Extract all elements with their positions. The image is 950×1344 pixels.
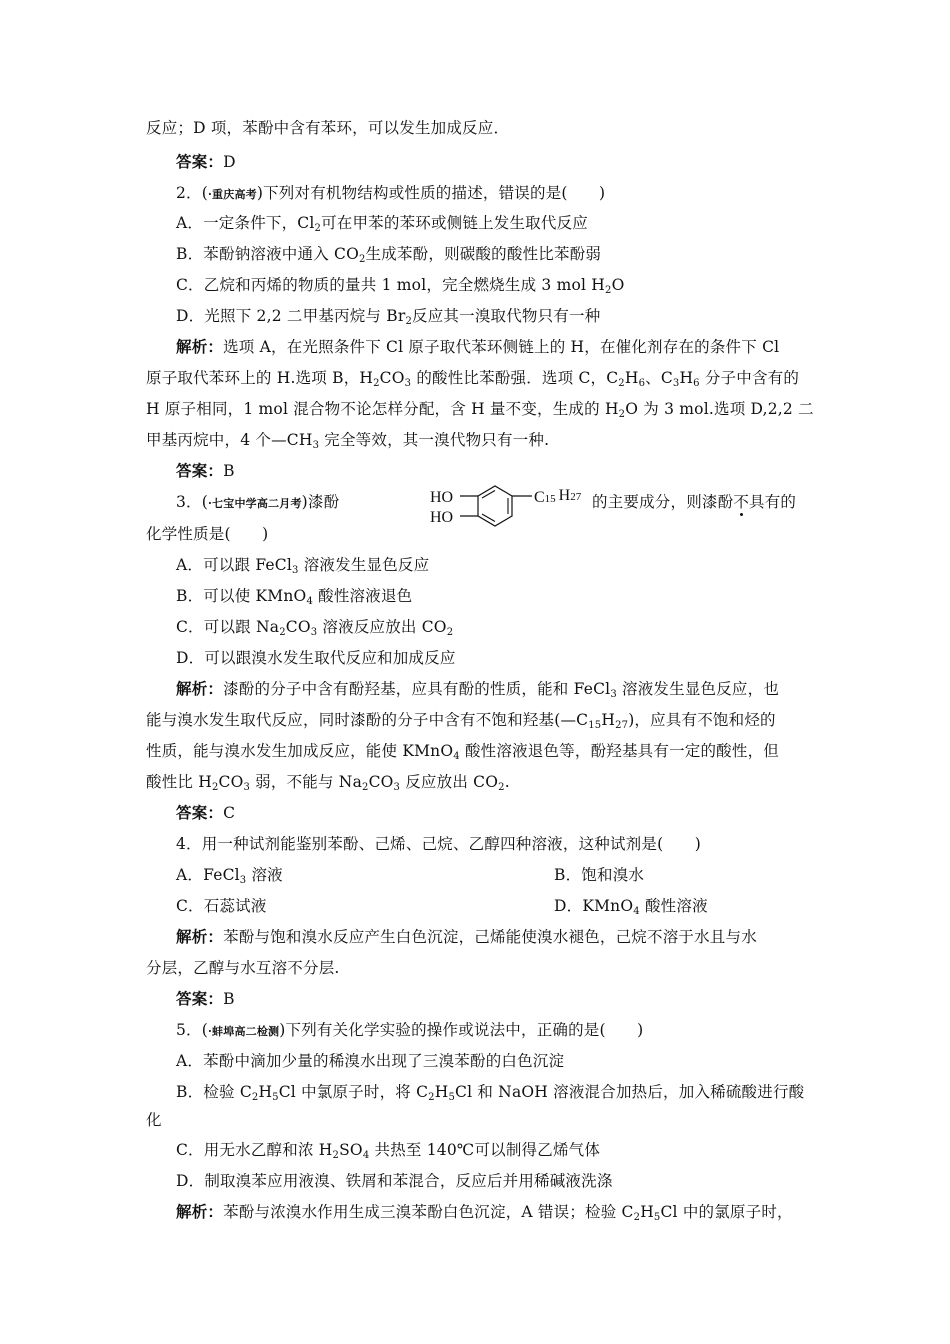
explanation-line: 原子取代苯环上的 H.选项 B，$H_2CO_3$ 的酸性比苯酚强．选项 C，$C_2H_6$、$C_3H_6$ 分子中含有的 <box>146 369 800 389</box>
question-2-stem <box>176 183 846 205</box>
option-a: A．FeCl$_3$ 溶液 <box>176 866 283 886</box>
options-row <box>176 865 846 885</box>
question-text: )下列对有机物结构或性质的描述，错误的是( ) <box>256 184 606 202</box>
option-d: D．KMnO$_4$ 酸性溶液 <box>554 897 708 917</box>
question-5-stem: 5．(·蚌埠高二检测)下列有关化学实验的操作或说法中，正确的是( ) <box>176 1021 644 1039</box>
explanation-line: 解析：苯酚与饱和溴水反应产生白色沉淀，己烯能使溴水褪色，己烷不溶于水且与水 <box>176 927 757 946</box>
emphasis-not: 不 <box>733 493 750 511</box>
option-d: D．制取溴苯应用液溴、铁屑和苯混合，反应后并用稀碱液洗涤 <box>176 1172 613 1190</box>
explanation-line: 分层，乙醇与水互溶不分层. <box>146 959 340 977</box>
hydroxyl-bottom-label: HO <box>430 509 454 526</box>
answer-line: 答案：C <box>176 803 236 822</box>
question-source: ·蚌埠高二检测 <box>208 1025 280 1038</box>
question-number: 2．( <box>176 184 209 202</box>
option-b: B．可以使 KMnO$_4$ 酸性溶液退色 <box>176 587 413 607</box>
option-b-continued: 化 <box>146 1111 162 1129</box>
option-c: C．石蕊试液 <box>176 897 267 915</box>
question-source: ·重庆高考 <box>208 188 257 201</box>
explanation-line: 解析：选项 A，在光照条件下 Cl 原子取代苯环侧链上的 H，在催化剂存在的条件下 Cl <box>176 337 780 356</box>
answer-value: D <box>223 153 236 171</box>
answer-line: 答案：B <box>176 989 235 1008</box>
option-d: D．光照下 2,2 二甲基丙烷与 $Br_2$反应其一溴取代物只有一种 <box>176 307 601 327</box>
option-b: B．苯酚钠溶液中通入 $CO_2$生成苯酚，则碳酸的酸性比苯酚弱 <box>176 245 602 265</box>
option-a: A．一定条件下，$Cl_2$可在甲苯的苯环或侧链上发生取代反应 <box>176 214 588 234</box>
question-4-stem: 4．用一种试剂能鉴别苯酚、己烯、己烷、乙醇四种溶液，这种试剂是( ) <box>176 835 701 853</box>
answer-label: 答案： <box>176 152 224 171</box>
explanation-line: 解析：漆酚的分子中含有酚羟基，应具有酚的性质，能和 FeCl$_3$ 溶液发生显色反应，也 <box>176 679 780 700</box>
explanation-line: 酸性比 $H_2CO_3$ 弱，不能与 $Na_2CO_3$ 反应放出 $CO_2$. <box>146 773 510 793</box>
option-c: C．可以跟 $Na_2CO_3$ 溶液反应放出 $CO_2$ <box>176 618 454 638</box>
answer-line: 答案：B <box>176 461 235 480</box>
answer-line <box>176 152 846 172</box>
option-a: A．苯酚中滴加少量的稀溴水出现了三溴苯酚的白色沉淀 <box>176 1052 565 1070</box>
option-b: B．检验 $C_2H_5Cl$ 中氯原子时，将 $C_2H_5Cl$ 和 NaOH 溶液混合加热后，加入稀硫酸进行酸 <box>176 1083 805 1103</box>
explanation-line: 解析：苯酚与浓溴水作用生成三溴苯酚白色沉淀，A 错误；检验 $C_2H_5Cl$ 中的氯原子时， <box>176 1202 793 1223</box>
question-3-stem-line2: 化学性质是( ) <box>146 525 269 543</box>
explanation-label: 解析： <box>176 337 224 356</box>
substituent-label: C15 H27 <box>534 487 582 506</box>
explanation-line: 甲基丙烷中，4 个$—CH_3$ 完全等效，其一溴代物只有一种. <box>146 431 550 451</box>
hydroxyl-top-label: HO <box>430 489 454 506</box>
option-a: A．可以跟 FeCl$_3$ 溶液发生显色反应 <box>176 556 430 576</box>
option-b: B．饱和溴水 <box>554 866 645 884</box>
question-3-stem: 3．(·七宝中学高二月考)漆酚 <box>176 493 340 511</box>
benzene-ring <box>478 486 512 526</box>
option-c: C．用无水乙醇和浓 $H_2SO_4$ 共热至 140℃可以制得乙烯气体 <box>176 1141 601 1161</box>
option-d: D．可以跟溴水发生取代反应和加成反应 <box>176 649 456 667</box>
explanation-line: H 原子相同，1 mol 混合物不论怎样分配，含 H 量不变，生成的 $H_2O$ 为 3 mol.选项 D,2,2 二 <box>146 400 814 420</box>
explanation-line: 能与溴水发生取代反应，同时漆酚的分子中含有不饱和羟基$(—C_{15}H_{27})$，应具有不饱和烃的 <box>146 711 776 731</box>
explanation-line: 性质，能与溴水发生加成反应，能使 KMnO$_4$ 酸性溶液退色等，酚羟基具有一定的酸性，但 <box>146 742 779 762</box>
text-line: 反应；D 项，苯酚中含有苯环，可以发生加成反应． <box>146 119 510 137</box>
options-row <box>176 896 846 916</box>
question-3-stem-continued: 的主要成分，则漆酚不具有的 <box>592 493 797 511</box>
urushiol-structure-diagram <box>430 476 600 528</box>
question-source: ·七宝中学高二月考 <box>208 497 302 510</box>
option-c: C．乙烷和丙烯的物质的量共 1 mol，完全燃烧生成 3 mol $H_2O$ <box>176 276 625 296</box>
